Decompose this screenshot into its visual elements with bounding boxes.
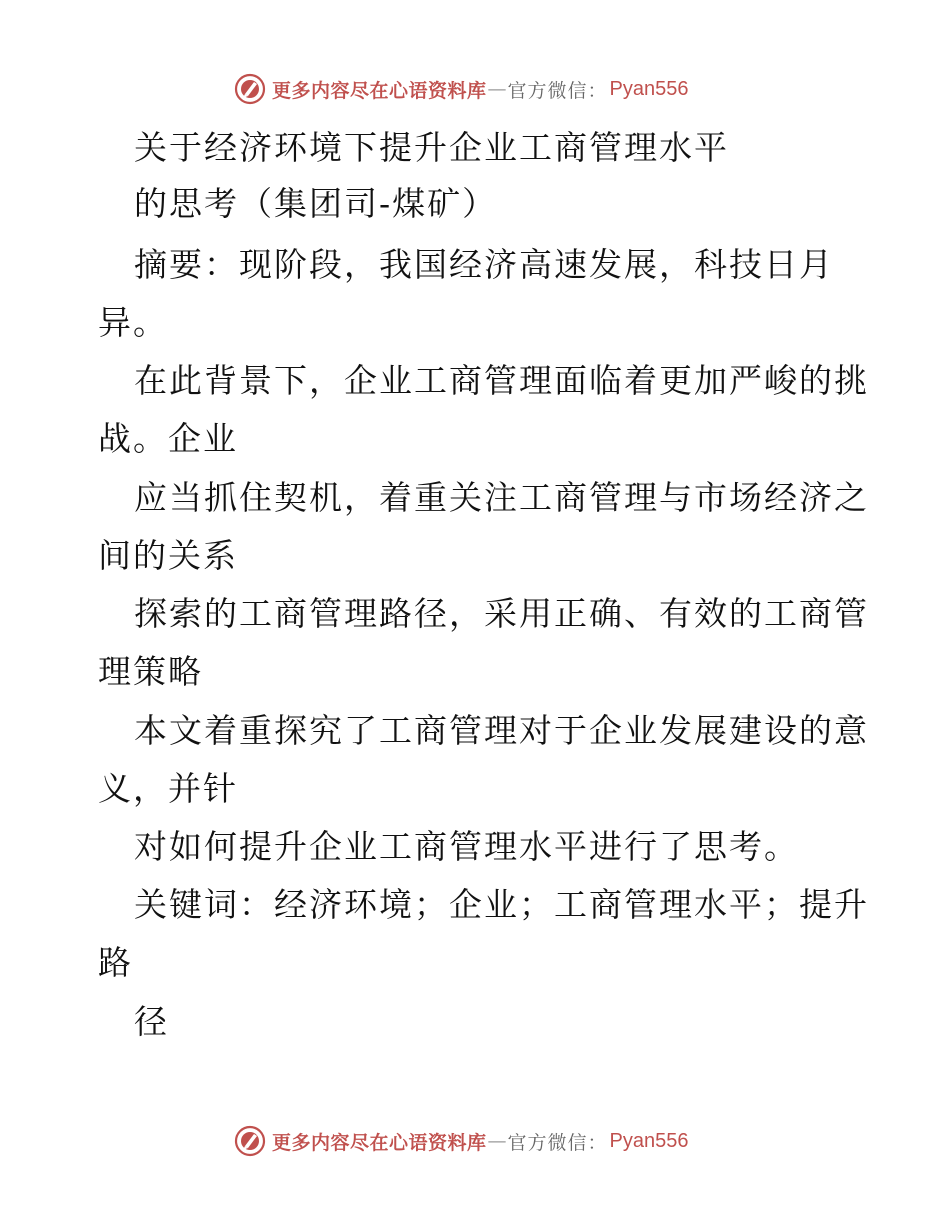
document-title-line-2: 的思考（集团司-煤矿）	[134, 184, 498, 223]
document-title-line-1: 关于经济环境下提升企业工商管理水平	[134, 128, 729, 167]
pen-logo-icon	[234, 1125, 266, 1157]
banner-official-label: 官方微信：	[507, 1131, 608, 1154]
banner-library-text: 更多内容尽在心语资料库	[272, 1131, 487, 1154]
banner-wechat-id: Pyan556	[609, 77, 689, 100]
banner-official-label: 官方微信：	[507, 79, 608, 102]
footer-banner	[234, 1124, 689, 1158]
paragraph-line: 本文着重探究了工商管理对于企业发展建设的意	[134, 711, 869, 750]
paragraph-line: 理策略	[98, 652, 203, 691]
paragraph-line: 应当抓住契机，着重关注工商管理与市场经济之	[134, 478, 869, 517]
pen-logo-icon	[234, 73, 266, 105]
paragraph-line: 战。企业	[98, 419, 238, 458]
keywords-line: 径	[134, 1002, 169, 1041]
banner-wechat-id: Pyan556	[609, 1129, 689, 1152]
paragraph-line: 义，并针	[98, 769, 238, 808]
banner-dash: —	[487, 78, 507, 100]
abstract-line: 异。	[98, 303, 168, 342]
keywords-line: 路	[98, 943, 133, 982]
keywords-line: 关键词：经济环境；企业；工商管理水平；提升	[134, 885, 869, 924]
paragraph-line: 探索的工商管理路径，采用正确、有效的工商管	[134, 594, 869, 633]
header-banner	[234, 72, 689, 106]
abstract-line: 摘要：现阶段，我国经济高速发展，科技日月	[134, 245, 834, 284]
banner-dash: —	[487, 1130, 507, 1152]
banner-library-text: 更多内容尽在心语资料库	[272, 79, 487, 102]
paragraph-line: 对如何提升企业工商管理水平进行了思考。	[134, 827, 799, 866]
paragraph-line: 间的关系	[98, 536, 238, 575]
paragraph-line: 在此背景下，企业工商管理面临着更加严峻的挑	[134, 361, 869, 400]
